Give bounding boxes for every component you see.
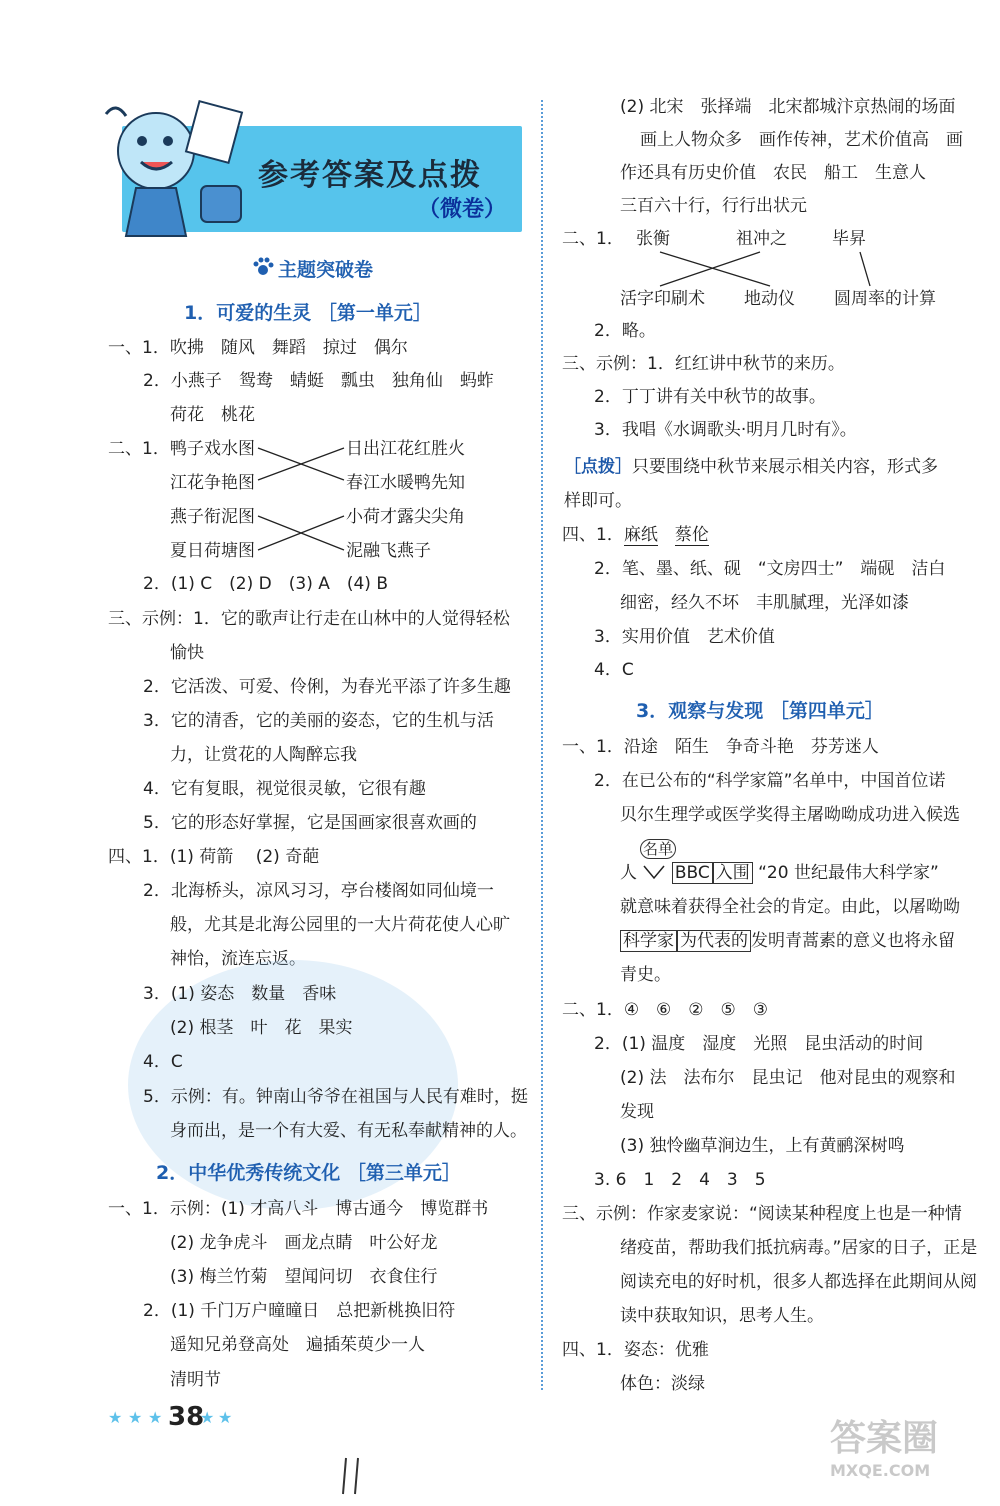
answer-line: 画上人物众多 画作传神，艺术价值高 画	[640, 130, 963, 150]
answer-line: 三、示例：1．红红讲中秋节的来历。	[562, 354, 845, 374]
match-bottom-item: 活字印刷术	[620, 289, 705, 309]
match-left-item: 江花争艳图	[170, 473, 255, 493]
boxed-word: BBC	[672, 862, 713, 884]
match-top-item: 祖冲之	[736, 229, 787, 249]
answer-line: 体色：淡绿	[620, 1374, 705, 1394]
answer-line: 3．它的清香，它的美丽的姿态，它的生机与活	[143, 711, 494, 731]
stamp-text: 答案圈	[830, 1418, 939, 1459]
answer-line: 细密，经久不坏 丰肌腻理，光泽如漆	[620, 593, 909, 613]
answer-line: (2) 龙争虎斗 画龙点睛 叶公好龙	[170, 1233, 438, 1253]
page-subtitle: （微卷）	[418, 197, 507, 222]
edit-note-bubble	[640, 838, 676, 859]
theme-title: 主题突破卷	[278, 259, 374, 281]
answer-line	[620, 930, 955, 952]
mascot-icon	[96, 96, 266, 246]
answer-line: 4．它有复眼，视觉很灵敏，它很有趣	[143, 779, 426, 799]
section-title-1: 1．可爱的生灵 ［第一单元］	[184, 302, 432, 324]
answer-line: 二、1．	[562, 229, 624, 249]
answer-line: 四、1．(1) 荷箭 (2) 奇葩	[108, 847, 320, 867]
hint-line	[564, 456, 938, 478]
match-left-item: 夏日荷塘图	[170, 541, 255, 561]
match-top-item: 毕昇	[832, 229, 866, 249]
answer-line: 三、示例：作家麦家说：“阅读某种程度上也是一种情	[562, 1204, 962, 1224]
answer-text: 人	[620, 863, 637, 883]
hint-text: 只要围绕中秋节来展示相关内容，形式多	[632, 457, 938, 477]
answer-line: 遥知兄弟登高处 遍插茱萸少一人	[170, 1335, 425, 1355]
answer-line: 阅读充电的好时机，很多人都选择在此期间从阅	[620, 1272, 977, 1292]
answer-line: 2．(1) 千门万户曈曈日 总把新桃换旧符	[143, 1301, 456, 1321]
answer-line: (2) 北宋 张择端 北宋都城汴京热闹的场面	[620, 97, 956, 117]
answer-line: 3. 6 1 2 4 3 5	[594, 1170, 766, 1190]
edit-note: 名单	[640, 839, 676, 859]
answer-line: 作还具有历史价值 农民 船工 生意人	[620, 163, 926, 183]
section-title-3: 3．观察与发现 ［第四单元］	[636, 700, 884, 722]
paw-icon	[252, 256, 274, 278]
answer-line: 贝尔生理学或医学奖得主屠呦呦成功进入候选	[620, 805, 960, 825]
answer-line: 神怡，流连忘返。	[170, 949, 306, 969]
answer-line: 发现	[620, 1102, 654, 1122]
answer-text: “20 世纪最伟大科学家”	[758, 863, 939, 883]
answer-line: 力，让赏花的人陶醉忘我	[170, 745, 357, 765]
stamp-url: MXQE.COM	[830, 1461, 931, 1480]
handwritten-mark	[338, 1456, 368, 1496]
answer-line: 就意味着获得全社会的肯定。由此，以屠呦呦	[620, 897, 960, 917]
page-title: 参考答案及点拨	[258, 158, 482, 193]
answer-line: 一、1．吹拂 随风 舞蹈 掠过 偶尔	[108, 338, 408, 358]
match-right-item: 小荷才露尖尖角	[346, 507, 465, 527]
page-number: 38	[168, 1402, 205, 1432]
answer-line: 3．(1) 姿态 数量 香味	[143, 984, 337, 1004]
column-divider	[541, 100, 543, 1390]
answer-line: (2) 根茎 叶 花 果实	[170, 1018, 353, 1038]
match-top-item: 张衡	[636, 229, 670, 249]
answer-line: 样即可。	[564, 491, 632, 511]
underlined-answer: 蔡伦	[674, 525, 709, 545]
answer-line: 般，尤其是北海公园里的一大片荷花使人心旷	[170, 915, 510, 935]
matching-lines	[256, 440, 348, 565]
answer-line: 二、1．④ ⑥ ② ⑤ ③	[562, 1000, 769, 1020]
answer-line: 5．示例：有。钟南山爷爷在祖国与人民有难时，挺	[143, 1087, 528, 1107]
match-bottom-item: 地动仪	[744, 289, 795, 309]
insert-mark-icon	[642, 864, 666, 882]
answer-line: 绪疫苗，帮助我们抵抗病毒。”居家的日子，正是	[620, 1238, 978, 1258]
answer-line: 4．C	[143, 1052, 183, 1072]
answer-line: 愉快	[170, 643, 204, 663]
matching-lines	[630, 250, 910, 290]
answer-line: 2．在已公布的“科学家篇”名单中，中国首位诺	[594, 771, 946, 791]
hint-tag: ［点拨］	[564, 457, 632, 477]
star-icon: ★	[218, 1408, 233, 1427]
answer-line: 2．丁丁讲有关中秋节的故事。	[594, 387, 826, 407]
answer-line: (3) 独怜幽草涧边生，上有黄鹂深树鸣	[620, 1136, 905, 1156]
match-right-item: 泥融飞燕子	[346, 541, 431, 561]
answer-line: 身而出，是一个有大爱、有无私奉献精神的人。	[170, 1121, 527, 1141]
star-icon: ★	[200, 1408, 215, 1427]
answer-line: 3．我唱《水调歌头·明月几时有》。	[594, 420, 857, 440]
answer-line: 三、示例：1．它的歌声让行走在山林中的人觉得轻松	[108, 609, 510, 629]
answer-line: 三百六十行，行行出状元	[620, 196, 807, 216]
star-icon: ★	[128, 1408, 143, 1427]
answer-line	[620, 862, 939, 884]
answer-line: 2．笔、墨、纸、砚 “文房四士” 端砚 洁白	[594, 559, 946, 579]
answer-line: 清明节	[170, 1370, 221, 1390]
boxed-word: 入围	[713, 862, 753, 884]
answer-line: 青史。	[620, 965, 671, 985]
answer-line	[562, 524, 709, 546]
star-icon: ★	[148, 1408, 163, 1427]
answer-line: (3) 梅兰竹菊 望闻问切 衣食住行	[170, 1267, 438, 1287]
star-icon: ★	[108, 1408, 123, 1427]
boxed-word: 为代表的	[677, 930, 751, 952]
answer-line: 5．它的形态好掌握，它是国画家很喜欢画的	[143, 813, 477, 833]
answer-line: 一、1．沿途 陌生 争奇斗艳 芬芳迷人	[562, 737, 879, 757]
answer-line: 二、1．	[108, 439, 170, 459]
answer-line: 2．(1) 温度 湿度 光照 昆虫活动的时间	[594, 1034, 924, 1054]
answer-line: 2．它活泼、可爱、伶俐，为春光平添了许多生趣	[143, 677, 511, 697]
match-left-item: 燕子衔泥图	[170, 507, 255, 527]
match-bottom-item: 圆周率的计算	[834, 289, 936, 309]
section-title-2: 2．中华优秀传统文化 ［第三单元］	[156, 1162, 461, 1184]
answer-text: 发明青蒿素的意义也将永留	[751, 931, 955, 951]
answer-line: 2．(1) C (2) D (3) A (4) B	[143, 574, 389, 594]
answer-line: 四、1．姿态：优雅	[562, 1340, 709, 1360]
answer-line: 4．C	[594, 660, 634, 680]
match-left-item: 鸭子戏水图	[170, 439, 255, 459]
answer-line: 2．北海桥头，凉风习习，亭台楼阁如同仙境一	[143, 881, 494, 901]
answer-line: 一、1．示例：(1) 才高八斗 博古通今 博览群书	[108, 1199, 489, 1219]
boxed-word: 科学家	[620, 930, 677, 952]
match-right-item: 春江水暖鸭先知	[346, 473, 465, 493]
answer-prefix: 四、1．	[562, 525, 624, 545]
match-right-item: 日出江花红胜火	[346, 439, 465, 459]
underlined-answer: 麻纸	[623, 525, 658, 545]
answer-line: (2) 法 法布尔 昆虫记 他对昆虫的观察和	[620, 1068, 956, 1088]
answer-line: 3．实用价值 艺术价值	[594, 627, 775, 647]
answer-line: 2．略。	[594, 321, 656, 341]
answer-line: 读中获取知识，思考人生。	[620, 1306, 824, 1326]
answer-line: 荷花 桃花	[170, 405, 255, 425]
site-watermark-stamp	[830, 1410, 990, 1500]
answer-line: 2．小燕子 鸳鸯 蜻蜓 瓢虫 独角仙 蚂蚱	[143, 371, 494, 391]
